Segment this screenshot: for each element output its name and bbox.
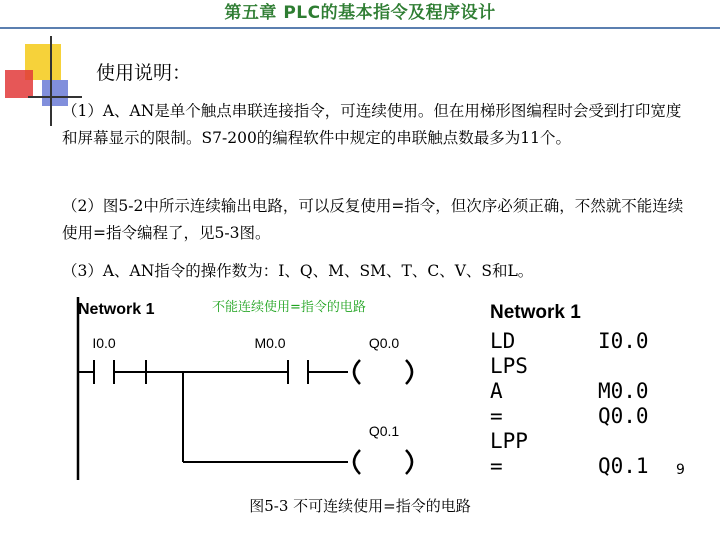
stl-op: LPP bbox=[490, 429, 528, 453]
coil-q00 bbox=[354, 360, 412, 384]
stl-listing bbox=[488, 296, 678, 476]
slide-header bbox=[0, 0, 720, 28]
stl-network-label: Network 1 bbox=[490, 302, 581, 323]
stl-operand: Q0.1 bbox=[598, 454, 649, 476]
paragraph-1: （1）A、AN是单个触点串联连接指令，可连续使用。但在用梯形图编程时会受到打印宽度和屏幕显示的限制。S7-200的编程软件中规定的串联触点数最多为11个。 bbox=[62, 102, 682, 147]
ladder-diagram bbox=[70, 292, 430, 482]
ladder-network-label: Network 1 bbox=[78, 301, 155, 318]
decor-red-square bbox=[5, 70, 33, 98]
coil-label-q01: Q0.1 bbox=[368, 423, 400, 439]
stl-op: LD bbox=[490, 329, 516, 353]
coil-label-q00: Q0.0 bbox=[368, 335, 400, 351]
figure-caption: 图5-3 不可连续使用=指令的电路 bbox=[249, 497, 471, 515]
stl-op: = bbox=[490, 404, 503, 428]
stl-op: = bbox=[490, 454, 503, 476]
page-number: 9 bbox=[676, 462, 685, 478]
paragraph-3: （3）A、AN指令的操作数为：I、Q、M、SM、T、C、V、S和L。 bbox=[62, 262, 534, 280]
section-title: 使用说明： bbox=[96, 62, 192, 84]
coil-q01 bbox=[354, 450, 412, 474]
header-rule bbox=[0, 27, 720, 29]
ladder-note: 不能连续使用=指令的电路 bbox=[212, 300, 366, 315]
stl-op: LPS bbox=[490, 354, 528, 378]
stl-operand: I0.0 bbox=[598, 329, 649, 353]
stl-operand: M0.0 bbox=[598, 379, 649, 403]
stl-operand: Q0.0 bbox=[598, 404, 649, 428]
stl-op: A bbox=[490, 379, 503, 403]
contact-label-i00: I0.0 bbox=[92, 335, 116, 351]
paragraph-2: （2）图5-2中所示连续输出电路，可以反复使用=指令，但次序必须正确，不然就不能连续使用=指令编程了，见5-3图。 bbox=[62, 197, 684, 242]
contact-label-m00: M0.0 bbox=[254, 335, 286, 351]
decor-vertical-line bbox=[50, 36, 52, 126]
chapter-title: 第五章 PLC的基本指令及程序设计 bbox=[224, 3, 496, 23]
contact-i00 bbox=[94, 360, 114, 384]
